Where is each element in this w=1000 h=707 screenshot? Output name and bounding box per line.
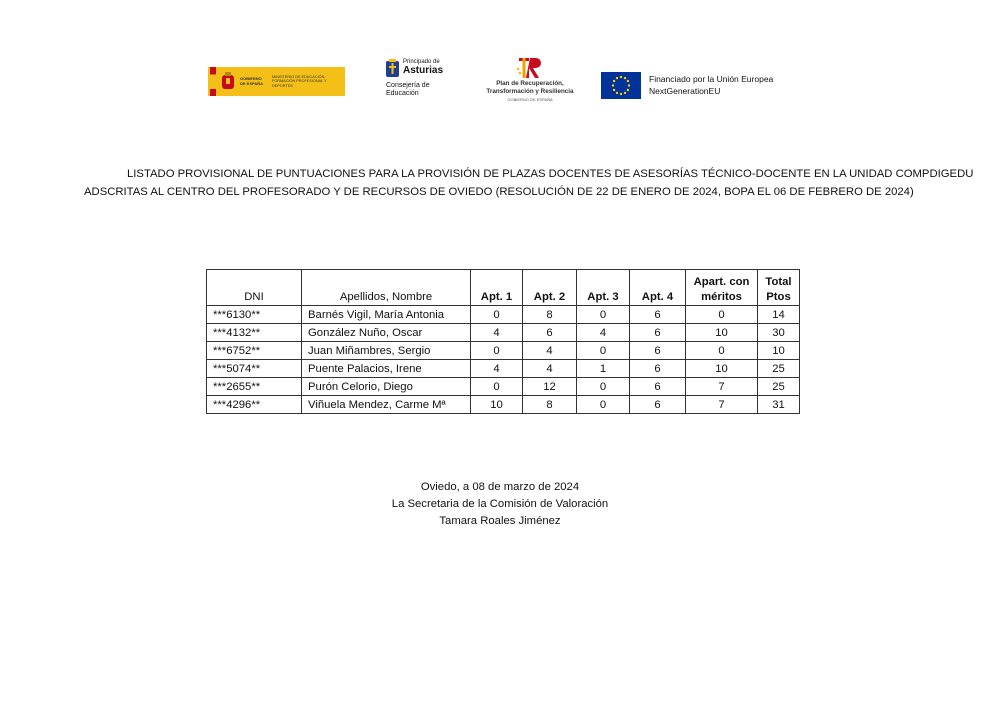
cell-apt1: 4 (471, 324, 523, 342)
eu-flag-icon (601, 72, 641, 99)
cell-apt1: 0 (471, 306, 523, 324)
cell-apt3: 4 (577, 324, 630, 342)
cell-name: Juan Miñambres, Sergio (302, 342, 471, 360)
cell-total: 25 (758, 378, 800, 396)
header-total (758, 270, 800, 306)
plan-recuperacion-logo (480, 56, 580, 112)
cell-apt4: 6 (630, 396, 686, 414)
cell-apt4: 6 (630, 306, 686, 324)
prtr-line1: Plan de Recuperación, (496, 80, 564, 87)
cell-apt2: 6 (523, 324, 577, 342)
cell-dni: ***4132** (207, 324, 302, 342)
asturias-line1: Principado de (403, 59, 440, 65)
header-meritos (686, 270, 758, 306)
header-name: Apellidos, Nombre (302, 270, 471, 306)
signer-role: La Secretaria de la Comisión de Valoración (391, 498, 609, 510)
cell-apt3: 0 (577, 342, 630, 360)
cell-apt3: 0 (577, 396, 630, 414)
title-line1: LISTADO PROVISIONAL DE PUNTUACIONES PARA LA PROVISIÓN DE PLAZAS DOCENTES DE ASESORÍAS TÉCNICO-DOCENTE EN LA UNIDAD COMPDIGEDU (127, 168, 974, 180)
cell-apt2: 4 (523, 360, 577, 378)
cell-meritos: 7 (686, 396, 758, 414)
header-meritos-l2: méritos (701, 291, 742, 303)
cell-name: Puente Palacios, Irene (302, 360, 471, 378)
cell-apt4: 6 (630, 342, 686, 360)
cell-name: Viñuela Mendez, Carme Mª (302, 396, 471, 414)
gobierno-espana-logo (208, 67, 345, 96)
consejeria-text: Consejería de Educación (386, 82, 430, 97)
eu-line1: Financiado por la Unión Europea (649, 74, 774, 84)
cell-dni: ***4296** (207, 396, 302, 414)
header-apt4: Apt. 4 (630, 270, 686, 306)
header-meritos-l1: Apart. con (693, 276, 750, 288)
cell-name: Purón Celorio, Diego (302, 378, 471, 396)
cell-dni: ***6752** (207, 342, 302, 360)
cell-apt4: 6 (630, 324, 686, 342)
cell-apt4: 6 (630, 378, 686, 396)
cell-total: 30 (758, 324, 800, 342)
header-total-l2: Ptos (766, 291, 791, 303)
coat-of-arms-icon (220, 72, 236, 92)
gobierno-text: GOBIERNO DE ESPAÑA (240, 76, 264, 86)
cell-dni: ***6130** (207, 306, 302, 324)
cell-total: 14 (758, 306, 800, 324)
title-line2: ADSCRITAS AL CENTRO DEL PROFESORADO Y DE RECURSOS DE OVIEDO (RESOLUCIÓN DE 22 DE ENERO DE 2024, BOPA EL 06 DE FEBRERO DE 2024) (84, 186, 914, 198)
cell-apt1: 10 (471, 396, 523, 414)
cell-apt1: 4 (471, 360, 523, 378)
cell-apt3: 1 (577, 360, 630, 378)
table-row (207, 324, 800, 342)
cell-apt2: 12 (523, 378, 577, 396)
prtr-line2: Transformación y Resiliencia (486, 87, 574, 95)
cell-total: 25 (758, 360, 800, 378)
table-row (207, 360, 800, 378)
eu-line2: NextGenerationEU (649, 86, 721, 96)
principado-asturias-logo (386, 59, 456, 107)
table-row (207, 306, 800, 324)
cell-meritos: 0 (686, 306, 758, 324)
spain-flag-icon (210, 67, 216, 96)
cell-name: Barnés Vigil, María Antonia (302, 306, 471, 324)
cell-apt1: 0 (471, 378, 523, 396)
cell-apt3: 0 (577, 378, 630, 396)
cell-meritos: 10 (686, 324, 758, 342)
asturias-cross-icon (386, 59, 399, 77)
header-apt1: Apt. 1 (471, 270, 523, 306)
cell-meritos: 10 (686, 360, 758, 378)
cell-apt2: 4 (523, 342, 577, 360)
signer-name: Tamara Roales Jiménez (439, 515, 561, 527)
document-title (84, 165, 974, 201)
table-row (207, 342, 800, 360)
cell-apt2: 8 (523, 396, 577, 414)
cell-apt4: 6 (630, 360, 686, 378)
table-row (207, 378, 800, 396)
scores-table (206, 269, 800, 414)
cell-meritos: 7 (686, 378, 758, 396)
header-dni: DNI (207, 270, 302, 306)
header-apt3: Apt. 3 (577, 270, 630, 306)
cell-meritos: 0 (686, 342, 758, 360)
cell-apt2: 8 (523, 306, 577, 324)
header-total-l1: Total (765, 276, 792, 288)
table-header-row (207, 270, 800, 306)
prtr-gobierno: GOBIERNO DE ESPAÑA (507, 97, 553, 102)
cell-apt1: 0 (471, 342, 523, 360)
ministerio-text: MINISTERIO DE EDUCACIÓN, FORMACIÓN PROFESIONAL Y DEPORTES (272, 75, 327, 88)
place-date: Oviedo, a 08 de marzo de 2024 (420, 481, 580, 493)
cell-total: 10 (758, 342, 800, 360)
cell-dni: ***5074** (207, 360, 302, 378)
ue-nextgeneration-logo (601, 71, 801, 99)
cell-name: González Nuño, Oscar (302, 324, 471, 342)
signature-block (300, 479, 700, 530)
cell-total: 31 (758, 396, 800, 414)
header-apt2: Apt. 2 (523, 270, 577, 306)
table-row (207, 396, 800, 414)
asturias-line2: Asturias (403, 65, 444, 76)
cell-apt3: 0 (577, 306, 630, 324)
prtr-tr-icon (515, 56, 545, 80)
cell-dni: ***2655** (207, 378, 302, 396)
